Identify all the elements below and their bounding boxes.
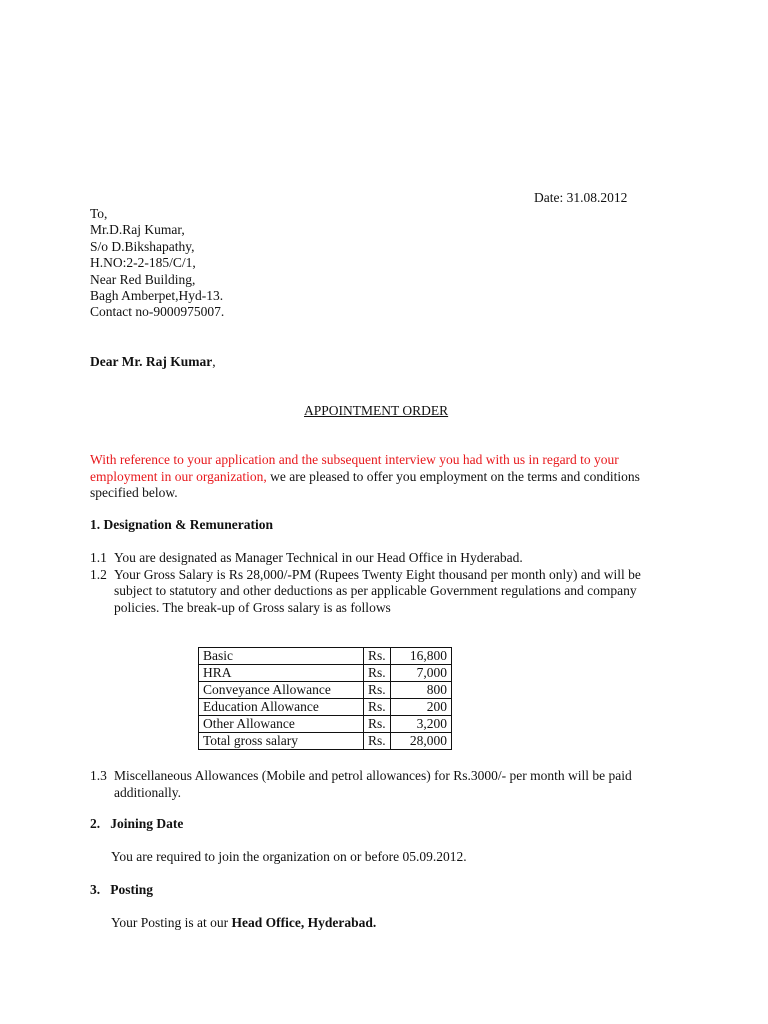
- table-row: [199, 665, 452, 682]
- table-cell-amount: 28,000: [391, 733, 452, 750]
- posting-location: Head Office, Hyderabad.: [231, 915, 377, 930]
- section-heading-joining-date: 2. Joining Date: [90, 816, 184, 831]
- salutation-name: Dear Mr. Raj Kumar: [90, 354, 213, 369]
- salutation-comma: ,: [212, 354, 216, 369]
- list-item: [90, 550, 660, 567]
- joining-date-text: You are required to join the organization on or before 05.09.2012.: [111, 849, 467, 864]
- table-cell-currency: Rs.: [364, 716, 391, 733]
- table-cell-label: Conveyance Allowance: [199, 682, 364, 699]
- item-text: Your Gross Salary is Rs 28,000/-PM (Rupees Twenty Eight thousand per month only) and will be subject to statutory and other deductions as per applicable Government regulations and company policies. The break-up of Gross salary is as follows: [114, 566, 641, 615]
- table-cell-label: Basic: [199, 648, 364, 665]
- item-number: 1.3: [90, 768, 107, 783]
- address-line: Mr.D.Raj Kumar,: [90, 222, 185, 238]
- table-row: [199, 699, 452, 716]
- item-text: You are designated as Manager Technical in our Head Office in Hyderabad.: [114, 550, 523, 565]
- table-cell-amount: 7,000: [391, 665, 452, 682]
- table-cell-amount: 16,800: [391, 648, 452, 665]
- list-item: [90, 768, 660, 801]
- table-cell-currency: Rs.: [364, 665, 391, 682]
- table-cell-label: HRA: [199, 665, 364, 682]
- intro-text: we are pleased to offer you employment on the terms and conditions specified below.: [90, 468, 640, 500]
- recipient-address: [90, 206, 224, 321]
- table-row: [199, 682, 452, 699]
- table-row: [199, 648, 452, 665]
- letter-date: Date: 31.08.2012: [534, 190, 628, 205]
- table-cell-label: Education Allowance: [199, 699, 364, 716]
- item-number: 1.1: [90, 550, 107, 565]
- address-line: S/o D.Bikshapathy,: [90, 238, 195, 254]
- address-line: H.NO:2-2-185/C/1,: [90, 255, 196, 271]
- table-cell-label: Total gross salary: [199, 733, 364, 750]
- intro-paragraph: [90, 452, 660, 502]
- table-cell-amount: 3,200: [391, 716, 452, 733]
- remuneration-items: [90, 550, 660, 616]
- document-title: APPOINTMENT ORDER: [304, 403, 449, 418]
- table-cell-currency: Rs.: [364, 682, 391, 699]
- table-row: [199, 733, 452, 750]
- table-row: [199, 716, 452, 733]
- list-item: [90, 567, 660, 617]
- table-cell-currency: Rs.: [364, 648, 391, 665]
- table-cell-amount: 200: [391, 699, 452, 716]
- table-cell-currency: Rs.: [364, 733, 391, 750]
- item-number: 1.2: [90, 566, 107, 582]
- item-text: Miscellaneous Allowances (Mobile and petrol allowances) for Rs.3000/- per month will be paid additionally.: [114, 768, 632, 800]
- section-heading-posting: 3. Posting: [90, 882, 154, 897]
- posting-text: [111, 915, 376, 932]
- intro-red-text: With reference to your application and the subsequent interview you had with us in regard to your employment in our organization,: [90, 452, 619, 484]
- address-line: Near Red Building,: [90, 271, 196, 287]
- address-line: To,: [90, 206, 108, 221]
- salutation: [90, 354, 216, 371]
- table-cell-label: Other Allowance: [199, 716, 364, 733]
- table-cell-amount: 800: [391, 682, 452, 699]
- section-heading-designation: 1. Designation & Remuneration: [90, 517, 273, 532]
- address-line: Bagh Amberpet,Hyd-13.: [90, 288, 224, 304]
- table-cell-currency: Rs.: [364, 699, 391, 716]
- address-line: Contact no-9000975007.: [90, 304, 225, 320]
- misc-allowance-item: [90, 768, 660, 801]
- posting-text-prefix: Your Posting is at our: [111, 915, 232, 930]
- salary-breakup-table: [198, 647, 452, 750]
